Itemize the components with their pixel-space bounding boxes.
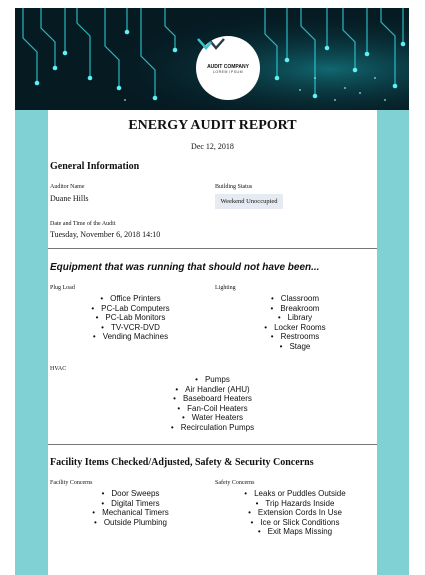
list-item: • Breakroom [213,304,377,314]
facility-concerns-label: Facility Concerns [50,480,93,486]
list-item: • Trip Hazards Inside [213,499,377,509]
list-item: • Office Printers [48,294,213,304]
list-item: • Air Handler (AHU) [48,385,377,395]
report-date: Dec 12, 2018 [191,142,234,151]
list-item: • Baseboard Heaters [48,394,377,404]
list-item: • Vending Machines [48,332,213,342]
auditor-value: Duane Hills [50,194,89,203]
list-item: • TV-VCR-DVD [48,323,213,333]
report-title: ENERGY AUDIT REPORT [128,118,297,133]
list-item: • PC-Lab Monitors [48,313,213,323]
list-item: • Water Heaters [48,413,377,423]
section-divider [48,444,377,445]
equipment-heading: Equipment that was running that should not have been... [50,262,320,273]
hvac-list [48,375,377,433]
list-item: • Recirculation Pumps [48,423,377,433]
hvac-label: HVAC [50,366,67,372]
logo-company-name: AUDIT COMPANY [207,64,249,70]
lighting-list [213,294,377,352]
logo-tagline: LOREM IPSUM [212,70,243,74]
list-item: • Exit Maps Missing [213,527,377,537]
list-item: • Digital Timers [48,499,213,509]
list-item: • Library [213,313,377,323]
left-accent-bar [15,110,48,575]
safety-concerns-label: Safety Concerns [215,480,255,486]
list-item: • Locker Rooms [213,323,377,333]
report-content [48,110,377,575]
list-item: • Door Sweeps [48,489,213,499]
list-item: • Stage [213,342,377,352]
list-item: • Restrooms [213,332,377,342]
list-item: • Leaks or Puddles Outside [213,489,377,499]
list-item: • Mechanical Timers [48,508,213,518]
audit-datetime-value: Tuesday, November 6, 2018 14:10 [50,230,161,239]
building-status-label: Building Status [215,184,253,190]
list-item: • Outside Plumbing [48,518,213,528]
list-item: • PC-Lab Computers [48,304,213,314]
right-accent-bar [377,110,409,575]
list-item: • Extension Cords In Use [213,508,377,518]
list-item: • Fan-Coil Heaters [48,404,377,414]
safety-concerns-list [213,489,377,537]
general-info-heading: General Information [50,161,140,172]
list-item: • Pumps [48,375,377,385]
list-item: • Classroom [213,294,377,304]
plug-load-list [48,294,213,342]
section-divider [48,248,377,249]
facility-heading: Facility Items Checked/Adjusted, Safety & Security Concerns [50,457,314,468]
facility-concerns-list [48,489,213,527]
audit-datetime-label: Date and Time of the Audit [50,221,116,227]
auditor-label: Auditor Name [50,184,85,190]
logo-chart-icon [196,36,226,52]
header-banner [15,8,409,110]
lighting-label: Lighting [215,285,236,291]
building-status-badge: Weekend Unoccupied [215,194,283,209]
company-logo [196,36,260,100]
list-item: • Ice or Slick Conditions [213,518,377,528]
plug-load-label: Plug Load [50,285,75,291]
